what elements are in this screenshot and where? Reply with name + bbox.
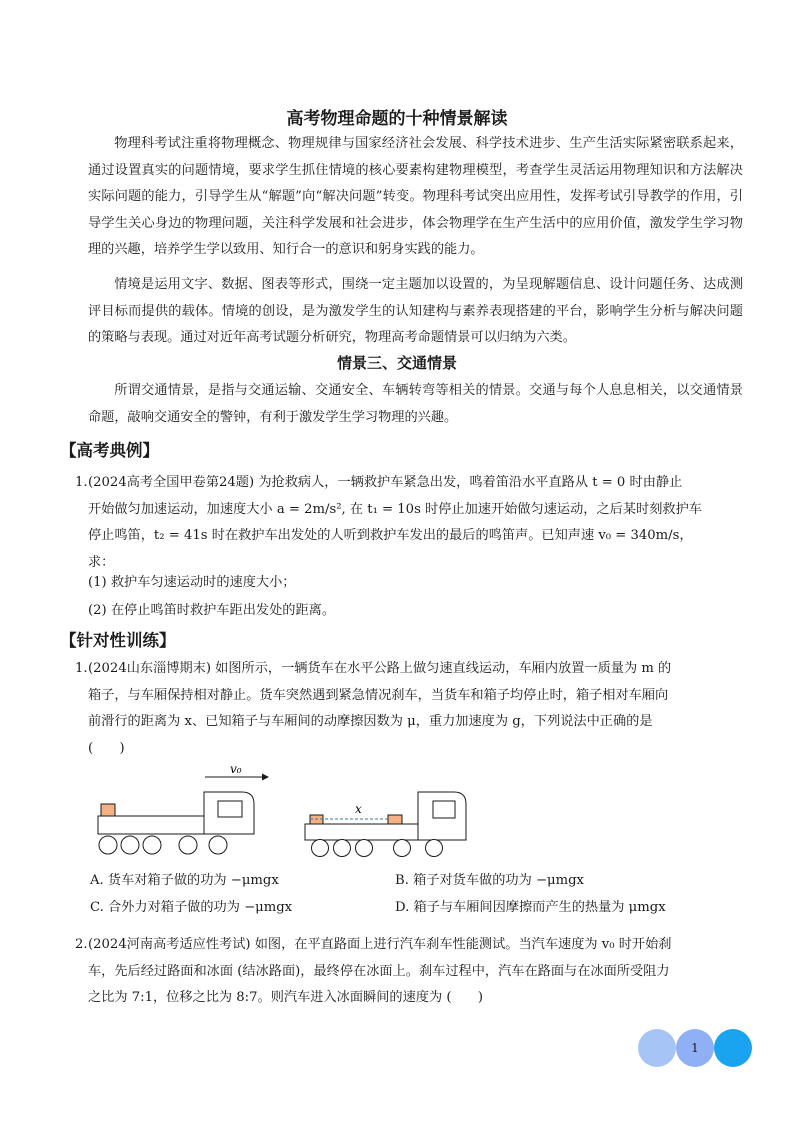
example-line-2: 开始做匀加速运动，加速度大小 a = 2m/s², 在 t₁ = 10s 时停止加速开始做匀速运动，之后某时刻救护车 xyxy=(88,501,702,517)
page-number-badge xyxy=(638,1029,752,1067)
scene-intro-text: 所谓交通情景，是指与交通运输、交通安全、车辆转弯等相关的情景。交通与每个人息息相关，以交通情景命题，敲响交通安全的警钟，有利于激发学生学习物理的兴趣。 xyxy=(88,383,743,425)
truck1-wheel-3 xyxy=(143,836,161,854)
exam-example-heading: 【高考典例】 xyxy=(60,441,159,460)
q1-option-c: C. 合外力对箱子做的功为 −μmgx xyxy=(90,900,293,915)
training-q1 xyxy=(88,656,748,762)
example-line-3: 停止鸣笛，t₂ = 41s 时在救护车出发处的人听到救护车发出的最后的鸣笛声。已知声速 v₀ = 340m/s， xyxy=(88,528,693,543)
q1-option-a: A. 货车对箱子做的功为 −μmgx xyxy=(90,873,279,888)
truck2-wheel-3 xyxy=(356,840,373,857)
example-sub-question-2: (2) 在停止鸣笛时救护车距出发处的距离。 xyxy=(88,603,336,618)
example-number: 1. xyxy=(75,475,88,490)
truck1-box xyxy=(101,804,115,816)
intro-paragraph-2 xyxy=(88,272,743,352)
example-question xyxy=(88,470,748,576)
truck2-wheel-4 xyxy=(394,840,411,857)
scene-subtitle: 情景三、交通情景 xyxy=(336,354,457,372)
example-line-4: 求： xyxy=(88,554,115,570)
training-q2 xyxy=(88,932,748,1012)
truck2-bed xyxy=(305,824,418,840)
truck2-wheel-5 xyxy=(426,840,443,857)
intro-paragraph-1 xyxy=(88,131,743,264)
q1-line-4: ( ) xyxy=(88,740,125,756)
truck1-wheel-1 xyxy=(99,836,117,854)
pager-circle-right xyxy=(714,1029,752,1067)
truck-figure xyxy=(90,762,480,862)
velocity-label: v₀ xyxy=(230,762,242,776)
q2-line-3: 之比为 7:1，位移之比为 8:7。则汽车进入冰面瞬间的速度为 ( ) xyxy=(88,990,483,1005)
page-number: 1 xyxy=(691,1041,699,1055)
slide-distance-label: x xyxy=(355,802,362,816)
truck1-wheel-5 xyxy=(209,836,227,854)
page-title: 高考物理命题的十种情景解读 xyxy=(286,109,508,129)
truck-moving xyxy=(98,762,269,854)
truck2-wheel-2 xyxy=(334,840,351,857)
truck1-wheel-2 xyxy=(121,836,139,854)
truck2-box-end xyxy=(388,815,402,824)
q2-line-2: 车，先后经过路面和冰面 (结冰路面)，最终停在冰面上。刹车过程中，汽车在路面与在冰面所受阻力 xyxy=(88,963,670,979)
velocity-arrow-head xyxy=(262,774,269,781)
training-q1-number: 1. xyxy=(75,661,88,676)
q1-line-1: (2024山东淄博期末) 如图所示，一辆货车在水平公路上做匀速直线运动，车厢内放置一质量为 m 的 xyxy=(88,661,672,676)
example-line-1: (2024高考全国甲卷第24题) 为抢救病人，一辆救护车紧急出发，鸣着笛沿水平直路从 t = 0 时由静止 xyxy=(88,475,683,490)
q2-line-1: (2024河南高考适应性考试) 如图，在平直路面上进行汽车刹车性能测试。当汽车速度为 v₀ 时开始刹 xyxy=(88,937,672,952)
q1-line-3: 前滑行的距离为 x、已知箱子与车厢间的动摩擦因数为 μ，重力加速度为 g，下列说法中正确的是 xyxy=(88,714,653,729)
pager-circle-left xyxy=(638,1029,676,1067)
q1-option-d: D. 箱子与车厢间因摩擦而产生的热量为 μmgx xyxy=(395,900,666,915)
q1-line-2: 箱子，与车厢保持相对静止。货车突然遇到紧急情况刹车，当货车和箱子均停止时，箱子相对车厢向 xyxy=(88,687,669,703)
intro-text-2: 情境是运用文字、数据、图表等形式，围绕一定主题加以设置的，为呈现解题信息、设计问题任务、达成测评目标而提供的载体。情境的创设，是为激发学生的认知建构与素养表现搭建的平台，影响学生分析与解决问题的策略与表现。通过对近年高考试题分析研究，物理高考命题情景可以归纳为六类。 xyxy=(88,277,743,345)
example-sub-question-1: (1) 救护车匀速运动时的速度大小； xyxy=(88,575,296,590)
intro-text-1: 物理科考试注重将物理概念、物理规律与国家经济社会发展、科学技术进步、生产生活实际紧密联系起来，通过设置真实的问题情境，要求学生抓住情境的核心要素构建物理模型，考查学生灵活运用物理知识和方法解决实际问题的能力，引导学生从“解题”向“解决问题”转变。物理科考试突出应用性，发挥考试引导教学的作用，引导学生关心身边的物理问题，关注科学发展和社会进步，体会物理学在生产生活中的应用价值，激发学生学习物理的兴趣，培养学生学以致用、知行合一的意识和躬身实践的能力。 xyxy=(88,136,743,257)
truck2-window xyxy=(433,801,455,818)
training-heading: 【针对性训练】 xyxy=(60,631,176,650)
training-q2-number: 2. xyxy=(75,937,88,952)
truck1-window xyxy=(218,801,242,817)
q1-option-b: B. 箱子对货车做的功为 −μmgx xyxy=(395,873,584,888)
truck1-bed xyxy=(98,816,204,834)
truck1-wheel-4 xyxy=(179,836,197,854)
scene-intro-paragraph xyxy=(88,378,743,431)
truck2-wheel-1 xyxy=(312,840,329,857)
truck-stopped xyxy=(305,792,466,857)
